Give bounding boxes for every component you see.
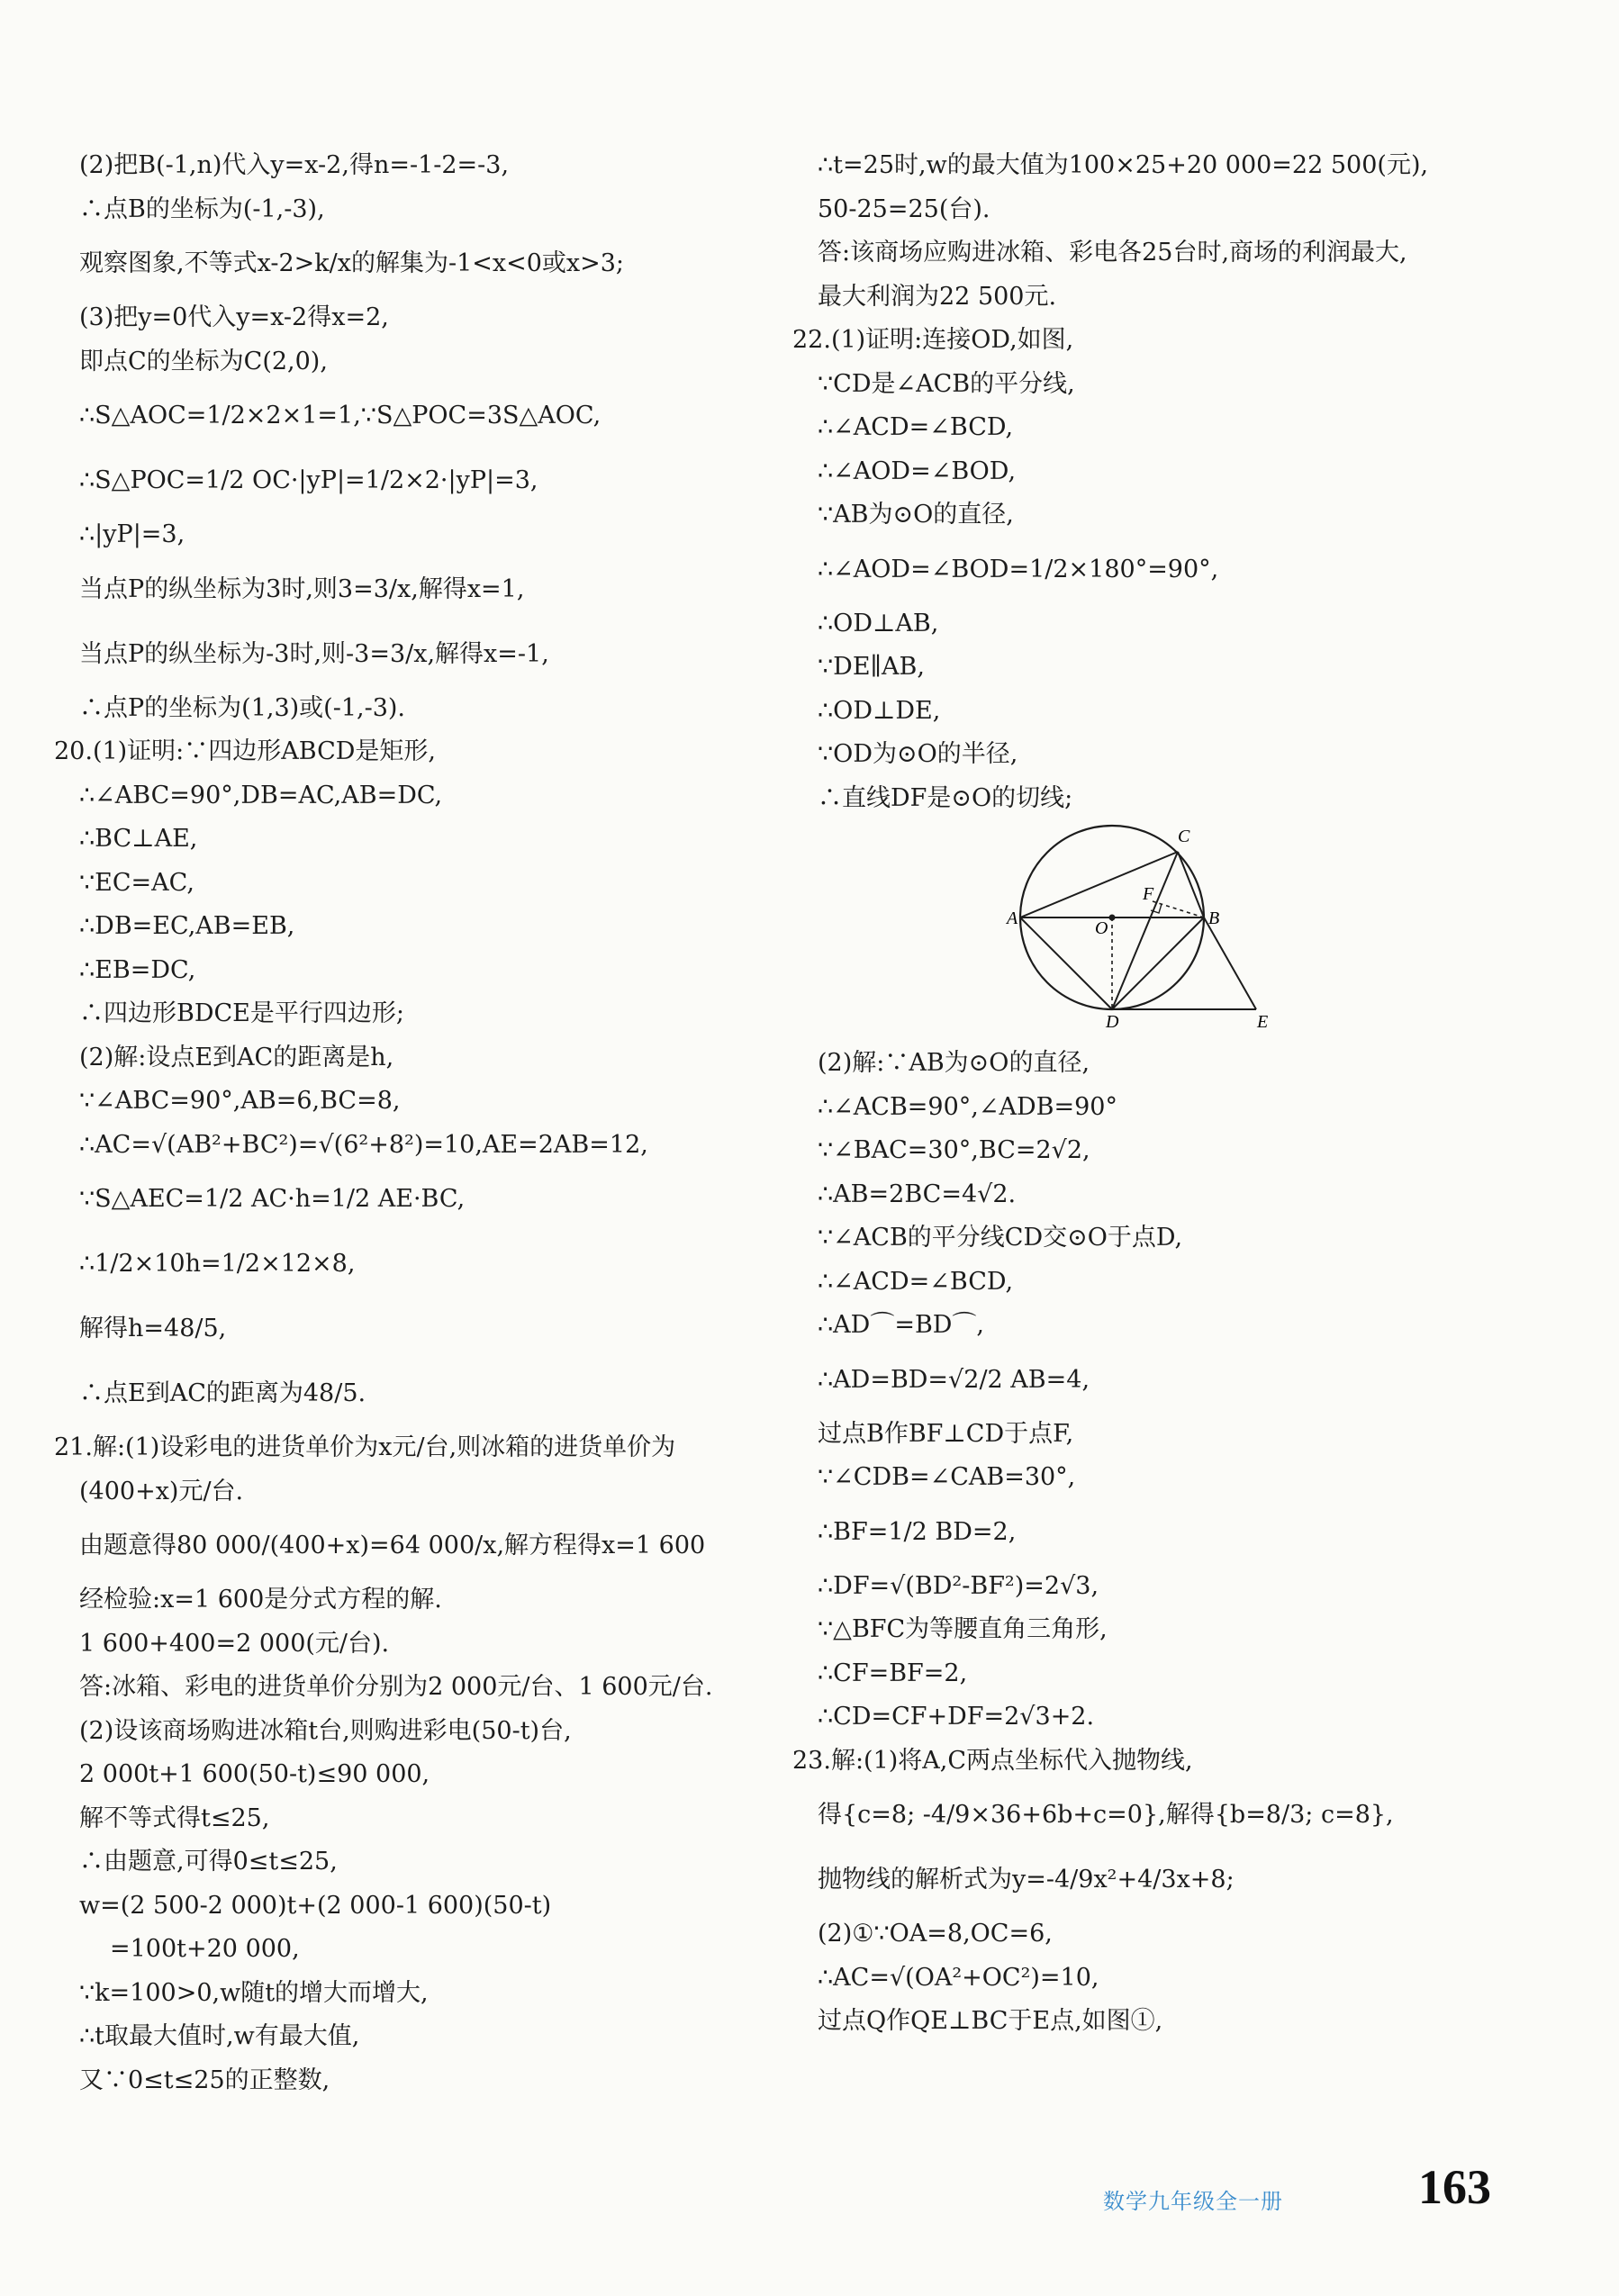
text-line: ∴1/2×10h=1/2×12×8, (79, 1250, 356, 1278)
text-line: ∵OD为⊙O的半径, (818, 740, 1018, 768)
text-line: ∴OD⊥DE, (818, 696, 941, 725)
text-line: (2)①∵OA=8,OC=6, (818, 1920, 1053, 1948)
text-line: ∵DE∥AB, (818, 653, 925, 681)
text-line: ∵∠ABC=90°,AB=6,BC=8, (79, 1087, 401, 1115)
problem-heading: 20.(1)证明:∵四边形ABCD是矩形, (54, 737, 437, 765)
text-line: ∴∠AOD=∠BOD, (818, 456, 1017, 485)
label-f: F (1143, 884, 1154, 904)
segment-be (1204, 917, 1256, 1009)
text-line: ∴∠ACB=90°,∠ADB=90° (818, 1092, 1117, 1121)
text-line: ∴BF=1/2 BD=2, (818, 1517, 1017, 1546)
text-line: ∴∠ACD=∠BCD, (818, 1267, 1014, 1296)
text-line: ∴AD=BD=√2/2 AB=4, (818, 1365, 1090, 1394)
problem-heading: 23.解:(1)将A,C两点坐标代入抛物线, (792, 1746, 1193, 1775)
text-line: =100t+20 000, (110, 1935, 300, 1963)
problem-heading: 21.解:(1)设彩电的进货单价为x元/台,则冰箱的进货单价为 (54, 1433, 676, 1461)
circle-geometry-figure (1007, 827, 1288, 1032)
text-line: ∴∠AOD=∠BOD=1/2×180°=90°, (818, 555, 1219, 583)
text-line: ∴直线DF是⊙O的切线; (818, 783, 1073, 812)
text-line: ∴DB=EC,AB=EB, (79, 912, 295, 940)
text-line: w=(2 500-2 000)t+(2 000-1 600)(50-t) (79, 1891, 552, 1920)
page-number: 163 (1418, 2160, 1491, 2214)
label-d: D (1106, 1012, 1119, 1032)
text-line: 抛物线的解析式为y=-4/9x²+4/3x+8; (818, 1866, 1235, 1894)
text-line: 由题意得80 000/(400+x)=64 000/x,解方程得x=1 600 (79, 1532, 706, 1559)
text-line: ∴CD=CF+DF=2√3+2. (818, 1703, 1095, 1731)
text-line: ∴点B的坐标为(-1,-3), (79, 194, 325, 223)
book-title-footer: 数学九年级全一册 (1103, 2189, 1283, 2214)
text-line: 过点Q作QE⊥BC于E点,如图①, (818, 2007, 1163, 2035)
text-line: 观察图象,不等式x-2>k/x的解集为-1<x<0或x>3; (79, 249, 625, 277)
text-line: ∴由题意,可得0≤t≤25, (79, 1848, 338, 1876)
text-line: ∴S△AOC=1/2×2×1=1,∵S△POC=3S△AOC, (79, 402, 601, 429)
text-line: (2)解:设点E到AC的距离是h, (79, 1043, 394, 1071)
text-line: ∴|yP|=3, (79, 520, 185, 548)
label-c: C (1178, 827, 1190, 846)
text-line: 解不等式得t≤25, (79, 1803, 270, 1832)
text-line: ∵∠BAC=30°,BC=2√2, (818, 1136, 1090, 1164)
text-line: ∴AD⌒=BD⌒, (818, 1311, 985, 1339)
text-line: ∴AB=2BC=4√2. (818, 1180, 1017, 1208)
text-line: ∴t=25时,w的最大值为100×25+20 000=22 500(元), (818, 151, 1429, 179)
text-line: 当点P的纵坐标为3时,则3=3/x,解得x=1, (79, 574, 525, 603)
text-line: 又∵0≤t≤25的正整数, (79, 2065, 330, 2094)
text-line: 经检验:x=1 600是分式方程的解. (79, 1586, 442, 1614)
text-line: 过点B作BF⊥CD于点F, (818, 1419, 1074, 1448)
problem-heading: 22.(1)证明:连接OD,如图, (792, 326, 1074, 354)
left-column (54, 144, 783, 2102)
text-line: ∴∠ACD=∠BCD, (818, 413, 1014, 441)
segment-bd (1112, 917, 1204, 1009)
label-e: E (1257, 1012, 1269, 1032)
text-line: ∴AC=√(AB²+BC²)=√(6²+8²)=10,AE=2AB=12, (79, 1130, 648, 1159)
label-a: A (1007, 908, 1018, 928)
text-line: ∵AB为⊙O的直径, (818, 501, 1014, 529)
text-line: 当点P的纵坐标为-3时,则-3=3/x,解得x=-1, (79, 639, 549, 668)
text-line: 得{c=8; -4/9×36+6b+c=0},解得{b=8/3; c=8}, (818, 1801, 1394, 1829)
text-line: ∴点P的坐标为(1,3)或(-1,-3). (79, 693, 406, 722)
text-line: ∵CD是∠ACB的平分线, (818, 369, 1075, 398)
text-line: ∴DF=√(BD²-BF²)=2√3, (818, 1571, 1099, 1600)
text-line: ∵∠CDB=∠CAB=30°, (818, 1463, 1076, 1491)
text-line: ∴t取最大值时,w有最大值, (79, 2022, 360, 2050)
text-line: ∵∠ACB的平分线CD交⊙O于点D, (818, 1224, 1183, 1252)
text-line: ∵EC=AC, (79, 868, 194, 897)
text-line: ∴AC=√(OA²+OC²)=10, (818, 1963, 1099, 1992)
text-line: 1 600+400=2 000(元/台). (79, 1629, 390, 1658)
text-line: ∴CF=BF=2, (818, 1659, 968, 1687)
text-line: ∵S△AEC=1/2 AC·h=1/2 AE·BC, (79, 1185, 466, 1213)
text-line: (2)把B(-1,n)代入y=x-2,得n=-1-2=-3, (79, 151, 510, 179)
text-line: 最大利润为22 500元. (818, 282, 1057, 311)
text-line: ∵△BFC为等腰直角三角形, (818, 1615, 1108, 1643)
text-line: ∴EB=DC, (79, 955, 196, 984)
text-line: 2 000t+1 600(50-t)≤90 000, (79, 1760, 430, 1788)
right-column (792, 144, 1567, 2044)
text-line: ∴∠ABC=90°,DB=AC,AB=DC, (79, 781, 443, 809)
label-o: O (1095, 918, 1108, 938)
label-b: B (1208, 908, 1220, 928)
text-line: 解得h=48/5, (79, 1315, 227, 1342)
text-line: ∵k=100>0,w随t的增大而增大, (79, 1978, 429, 2007)
segment-cb (1178, 852, 1204, 917)
text-line: ∴四边形BDCE是平行四边形; (79, 999, 404, 1027)
text-line: 50-25=25(台). (818, 194, 990, 223)
text-line: (3)把y=0代入y=x-2得x=2, (79, 303, 389, 331)
center-point (1109, 915, 1116, 921)
text-line: (2)解:∵AB为⊙O的直径, (818, 1049, 1090, 1077)
text-line: 答:冰箱、彩电的进货单价分别为2 000元/台、1 600元/台. (79, 1673, 713, 1701)
text-line: ∴OD⊥AB, (818, 609, 939, 637)
text-line: ∴点E到AC的距离为48/5. (79, 1379, 366, 1407)
text-line: (400+x)元/台. (79, 1477, 244, 1505)
text-line: ∴BC⊥AE, (79, 825, 198, 853)
text-line: ∴S△POC=1/2 OC·|yP|=1/2×2·|yP|=3, (79, 466, 538, 494)
text-line: (2)设该商场购进冰箱t台,则购进彩电(50-t)台, (79, 1716, 572, 1745)
text-line: 答:该商场应购进冰箱、彩电各25台时,商场的利润最大, (818, 239, 1407, 267)
text-line: 即点C的坐标为C(2,0), (79, 347, 328, 375)
